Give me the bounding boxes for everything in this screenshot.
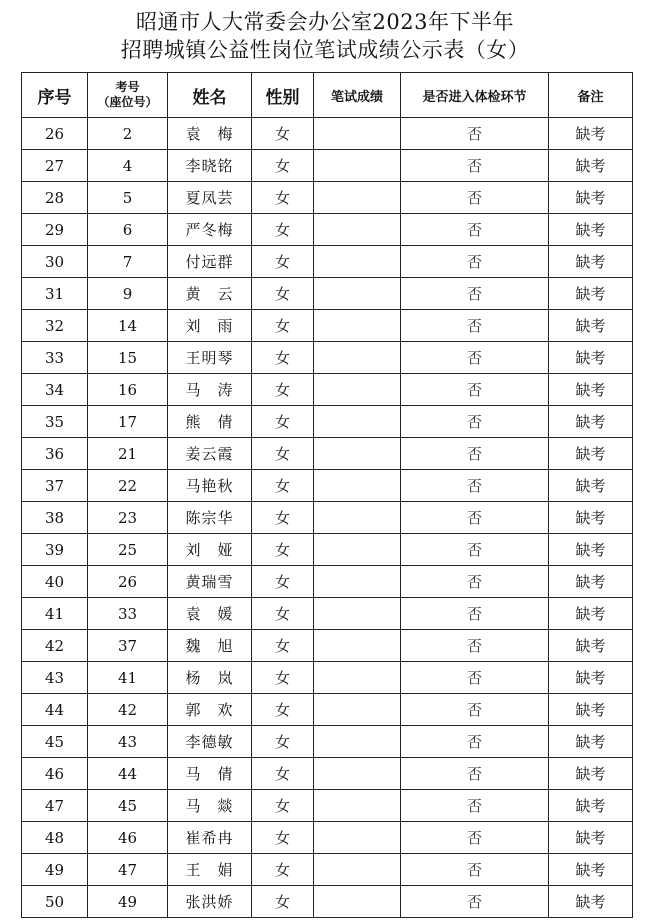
table-row: [22, 790, 633, 822]
cell-gender: 女: [252, 214, 314, 246]
cell-physical-exam: 否: [401, 726, 549, 758]
table-body: [22, 118, 633, 918]
cell-name: 严冬梅: [168, 214, 252, 246]
cell-name: 刘 雨: [168, 310, 252, 342]
cell-remark: 缺考: [549, 438, 633, 470]
table-row: [22, 566, 633, 598]
cell-exam-no: 44: [88, 758, 168, 790]
cell-gender: 女: [252, 502, 314, 534]
cell-seq: 32: [22, 310, 88, 342]
cell-physical-exam: 否: [401, 822, 549, 854]
cell-exam-no: 22: [88, 470, 168, 502]
header-remark: 备注: [549, 73, 633, 118]
cell-score: [314, 470, 401, 502]
cell-name: 黄 云: [168, 278, 252, 310]
cell-physical-exam: 否: [401, 758, 549, 790]
cell-gender: 女: [252, 278, 314, 310]
cell-gender: 女: [252, 342, 314, 374]
cell-name: 马 涛: [168, 374, 252, 406]
cell-remark: 缺考: [549, 886, 633, 918]
cell-exam-no: 6: [88, 214, 168, 246]
cell-exam-no: 41: [88, 662, 168, 694]
cell-score: [314, 118, 401, 150]
cell-score: [314, 502, 401, 534]
cell-physical-exam: 否: [401, 278, 549, 310]
cell-seq: 42: [22, 630, 88, 662]
cell-remark: 缺考: [549, 406, 633, 438]
cell-remark: 缺考: [549, 374, 633, 406]
cell-physical-exam: 否: [401, 630, 549, 662]
cell-remark: 缺考: [549, 566, 633, 598]
cell-exam-no: 15: [88, 342, 168, 374]
cell-physical-exam: 否: [401, 534, 549, 566]
cell-exam-no: 45: [88, 790, 168, 822]
cell-exam-no: 25: [88, 534, 168, 566]
cell-physical-exam: 否: [401, 662, 549, 694]
table-row: [22, 662, 633, 694]
cell-exam-no: 17: [88, 406, 168, 438]
cell-physical-exam: 否: [401, 246, 549, 278]
header-score: 笔试成绩: [314, 73, 401, 118]
cell-physical-exam: 否: [401, 118, 549, 150]
cell-exam-no: 33: [88, 598, 168, 630]
cell-seq: 41: [22, 598, 88, 630]
cell-remark: 缺考: [549, 182, 633, 214]
cell-name: 魏 旭: [168, 630, 252, 662]
cell-score: [314, 374, 401, 406]
cell-name: 郭 欢: [168, 694, 252, 726]
cell-gender: 女: [252, 886, 314, 918]
cell-physical-exam: 否: [401, 214, 549, 246]
cell-exam-no: 14: [88, 310, 168, 342]
cell-seq: 39: [22, 534, 88, 566]
cell-physical-exam: 否: [401, 182, 549, 214]
cell-physical-exam: 否: [401, 150, 549, 182]
cell-remark: 缺考: [549, 854, 633, 886]
cell-seq: 49: [22, 854, 88, 886]
cell-seq: 36: [22, 438, 88, 470]
cell-name: 张洪娇: [168, 886, 252, 918]
cell-gender: 女: [252, 854, 314, 886]
cell-remark: 缺考: [549, 502, 633, 534]
cell-exam-no: 2: [88, 118, 168, 150]
cell-score: [314, 726, 401, 758]
cell-name: 刘 娅: [168, 534, 252, 566]
cell-exam-no: 43: [88, 726, 168, 758]
table-row: [22, 182, 633, 214]
cell-name: 杨 岚: [168, 662, 252, 694]
cell-seq: 40: [22, 566, 88, 598]
cell-physical-exam: 否: [401, 374, 549, 406]
table-row: [22, 598, 633, 630]
cell-remark: 缺考: [549, 598, 633, 630]
cell-physical-exam: 否: [401, 342, 549, 374]
cell-gender: 女: [252, 662, 314, 694]
score-table: [21, 72, 633, 918]
cell-exam-no: 23: [88, 502, 168, 534]
cell-physical-exam: 否: [401, 886, 549, 918]
cell-seq: 44: [22, 694, 88, 726]
cell-exam-no: 5: [88, 182, 168, 214]
cell-name: 陈宗华: [168, 502, 252, 534]
cell-score: [314, 246, 401, 278]
cell-physical-exam: 否: [401, 566, 549, 598]
cell-physical-exam: 否: [401, 310, 549, 342]
cell-remark: 缺考: [549, 118, 633, 150]
cell-score: [314, 566, 401, 598]
table-row: [22, 886, 633, 918]
cell-physical-exam: 否: [401, 598, 549, 630]
cell-remark: 缺考: [549, 470, 633, 502]
cell-seq: 48: [22, 822, 88, 854]
cell-exam-no: 47: [88, 854, 168, 886]
cell-gender: 女: [252, 150, 314, 182]
table-row: [22, 150, 633, 182]
cell-score: [314, 694, 401, 726]
cell-score: [314, 854, 401, 886]
cell-name: 黄瑞雪: [168, 566, 252, 598]
cell-seq: 47: [22, 790, 88, 822]
cell-remark: 缺考: [549, 662, 633, 694]
cell-seq: 28: [22, 182, 88, 214]
cell-seq: 38: [22, 502, 88, 534]
cell-exam-no: 42: [88, 694, 168, 726]
cell-remark: 缺考: [549, 342, 633, 374]
table-row: [22, 310, 633, 342]
table-row: [22, 438, 633, 470]
cell-score: [314, 886, 401, 918]
cell-name: 袁 媛: [168, 598, 252, 630]
cell-name: 马艳秋: [168, 470, 252, 502]
cell-exam-no: 26: [88, 566, 168, 598]
cell-seq: 26: [22, 118, 88, 150]
cell-gender: 女: [252, 694, 314, 726]
header-physical-exam: 是否进入体检环节: [401, 73, 549, 118]
cell-remark: 缺考: [549, 726, 633, 758]
cell-score: [314, 790, 401, 822]
cell-seq: 45: [22, 726, 88, 758]
document-title-line-2: 招聘城镇公益性岗位笔试成绩公示表（女）: [120, 38, 530, 62]
cell-gender: 女: [252, 630, 314, 662]
header-seq: 序号: [22, 73, 88, 118]
cell-name: 李晓铭: [168, 150, 252, 182]
cell-seq: 35: [22, 406, 88, 438]
table-row: [22, 726, 633, 758]
cell-score: [314, 758, 401, 790]
cell-gender: 女: [252, 470, 314, 502]
cell-exam-no: 9: [88, 278, 168, 310]
cell-physical-exam: 否: [401, 694, 549, 726]
cell-score: [314, 342, 401, 374]
cell-gender: 女: [252, 822, 314, 854]
cell-remark: 缺考: [549, 758, 633, 790]
cell-score: [314, 278, 401, 310]
cell-exam-no: 16: [88, 374, 168, 406]
cell-score: [314, 310, 401, 342]
cell-score: [314, 182, 401, 214]
table-row: [22, 758, 633, 790]
table-row: [22, 406, 633, 438]
cell-gender: 女: [252, 790, 314, 822]
cell-seq: 31: [22, 278, 88, 310]
header-gender: 性别: [252, 73, 314, 118]
cell-score: [314, 598, 401, 630]
table-header: [22, 73, 633, 118]
cell-exam-no: 46: [88, 822, 168, 854]
table-row: [22, 854, 633, 886]
cell-gender: 女: [252, 310, 314, 342]
cell-exam-no: 37: [88, 630, 168, 662]
cell-score: [314, 438, 401, 470]
table-row: [22, 342, 633, 374]
table-row: [22, 374, 633, 406]
cell-name: 袁 梅: [168, 118, 252, 150]
table-row: [22, 470, 633, 502]
cell-exam-no: 21: [88, 438, 168, 470]
cell-gender: 女: [252, 246, 314, 278]
cell-seq: 30: [22, 246, 88, 278]
cell-name: 王明琴: [168, 342, 252, 374]
cell-name: 马 倩: [168, 758, 252, 790]
table-row: [22, 630, 633, 662]
cell-score: [314, 630, 401, 662]
cell-gender: 女: [252, 726, 314, 758]
cell-name: 王 娟: [168, 854, 252, 886]
table-row: [22, 534, 633, 566]
cell-seq: 50: [22, 886, 88, 918]
cell-gender: 女: [252, 406, 314, 438]
cell-score: [314, 406, 401, 438]
header-exam-no: [88, 73, 168, 118]
cell-physical-exam: 否: [401, 438, 549, 470]
cell-physical-exam: 否: [401, 502, 549, 534]
cell-remark: 缺考: [549, 534, 633, 566]
header-row: [22, 73, 633, 118]
cell-score: [314, 214, 401, 246]
cell-remark: 缺考: [549, 214, 633, 246]
cell-remark: 缺考: [549, 278, 633, 310]
cell-seq: 46: [22, 758, 88, 790]
cell-score: [314, 150, 401, 182]
table-row: [22, 502, 633, 534]
cell-gender: 女: [252, 182, 314, 214]
cell-physical-exam: 否: [401, 470, 549, 502]
cell-seq: 43: [22, 662, 88, 694]
cell-gender: 女: [252, 598, 314, 630]
cell-seq: 34: [22, 374, 88, 406]
cell-remark: 缺考: [549, 310, 633, 342]
cell-physical-exam: 否: [401, 406, 549, 438]
cell-name: 崔希冉: [168, 822, 252, 854]
table-row: [22, 822, 633, 854]
cell-score: [314, 662, 401, 694]
cell-name: 夏凤芸: [168, 182, 252, 214]
table-row: [22, 118, 633, 150]
cell-gender: 女: [252, 438, 314, 470]
cell-remark: 缺考: [549, 790, 633, 822]
cell-exam-no: 49: [88, 886, 168, 918]
cell-physical-exam: 否: [401, 790, 549, 822]
cell-remark: 缺考: [549, 246, 633, 278]
table-row: [22, 278, 633, 310]
cell-remark: 缺考: [549, 694, 633, 726]
cell-gender: 女: [252, 534, 314, 566]
cell-gender: 女: [252, 374, 314, 406]
header-exam-no-line1: 考号: [115, 80, 140, 94]
cell-remark: 缺考: [549, 822, 633, 854]
cell-gender: 女: [252, 758, 314, 790]
cell-exam-no: 7: [88, 246, 168, 278]
header-name: 姓名: [168, 73, 252, 118]
cell-gender: 女: [252, 118, 314, 150]
cell-seq: 29: [22, 214, 88, 246]
cell-exam-no: 4: [88, 150, 168, 182]
cell-name: 李德敏: [168, 726, 252, 758]
document-title-line-1: 昭通市人大常委会办公室2023年下半年: [136, 10, 514, 34]
cell-remark: 缺考: [549, 630, 633, 662]
cell-score: [314, 822, 401, 854]
cell-seq: 27: [22, 150, 88, 182]
table-row: [22, 246, 633, 278]
cell-name: 马 燚: [168, 790, 252, 822]
cell-physical-exam: 否: [401, 854, 549, 886]
cell-score: [314, 534, 401, 566]
cell-name: 熊 倩: [168, 406, 252, 438]
cell-name: 付远群: [168, 246, 252, 278]
cell-name: 姜云霞: [168, 438, 252, 470]
cell-seq: 33: [22, 342, 88, 374]
cell-remark: 缺考: [549, 150, 633, 182]
table-row: [22, 214, 633, 246]
table-row: [22, 694, 633, 726]
cell-gender: 女: [252, 566, 314, 598]
cell-seq: 37: [22, 470, 88, 502]
header-exam-no-line2: （座位号）: [97, 95, 158, 109]
